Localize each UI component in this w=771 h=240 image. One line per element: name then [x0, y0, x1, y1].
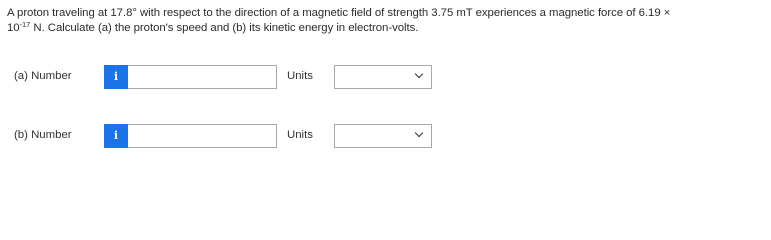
part-a-units-dropdown[interactable]	[334, 65, 432, 89]
question-line2: N. Calculate (a) the proton's speed and (b) its kinetic energy in electron-volts.	[30, 21, 419, 34]
part-a-units-label: Units	[287, 70, 313, 82]
info-icon[interactable]	[104, 65, 128, 89]
part-b-units-dropdown[interactable]	[334, 124, 432, 148]
part-a-number-input[interactable]	[128, 65, 277, 89]
part-a-label: (a) Number	[14, 70, 72, 82]
chevron-down-icon	[415, 129, 423, 137]
question-exponent: -17	[19, 19, 31, 29]
question-base: 10	[7, 21, 20, 34]
question-text	[7, 6, 762, 35]
info-icon[interactable]	[104, 124, 128, 148]
part-b-units-label: Units	[287, 129, 313, 141]
question-line1: A proton traveling at 17.8° with respect to the direction of a magnetic field of strength 3.75 mT experiences a magnetic force of 6.19 ×	[7, 7, 671, 19]
part-b-number-input[interactable]	[128, 124, 277, 148]
info-icon-glyph: i	[113, 70, 119, 83]
part-b-label: (b) Number	[14, 129, 72, 141]
chevron-down-icon	[415, 70, 423, 78]
info-icon-glyph: i	[113, 129, 119, 142]
